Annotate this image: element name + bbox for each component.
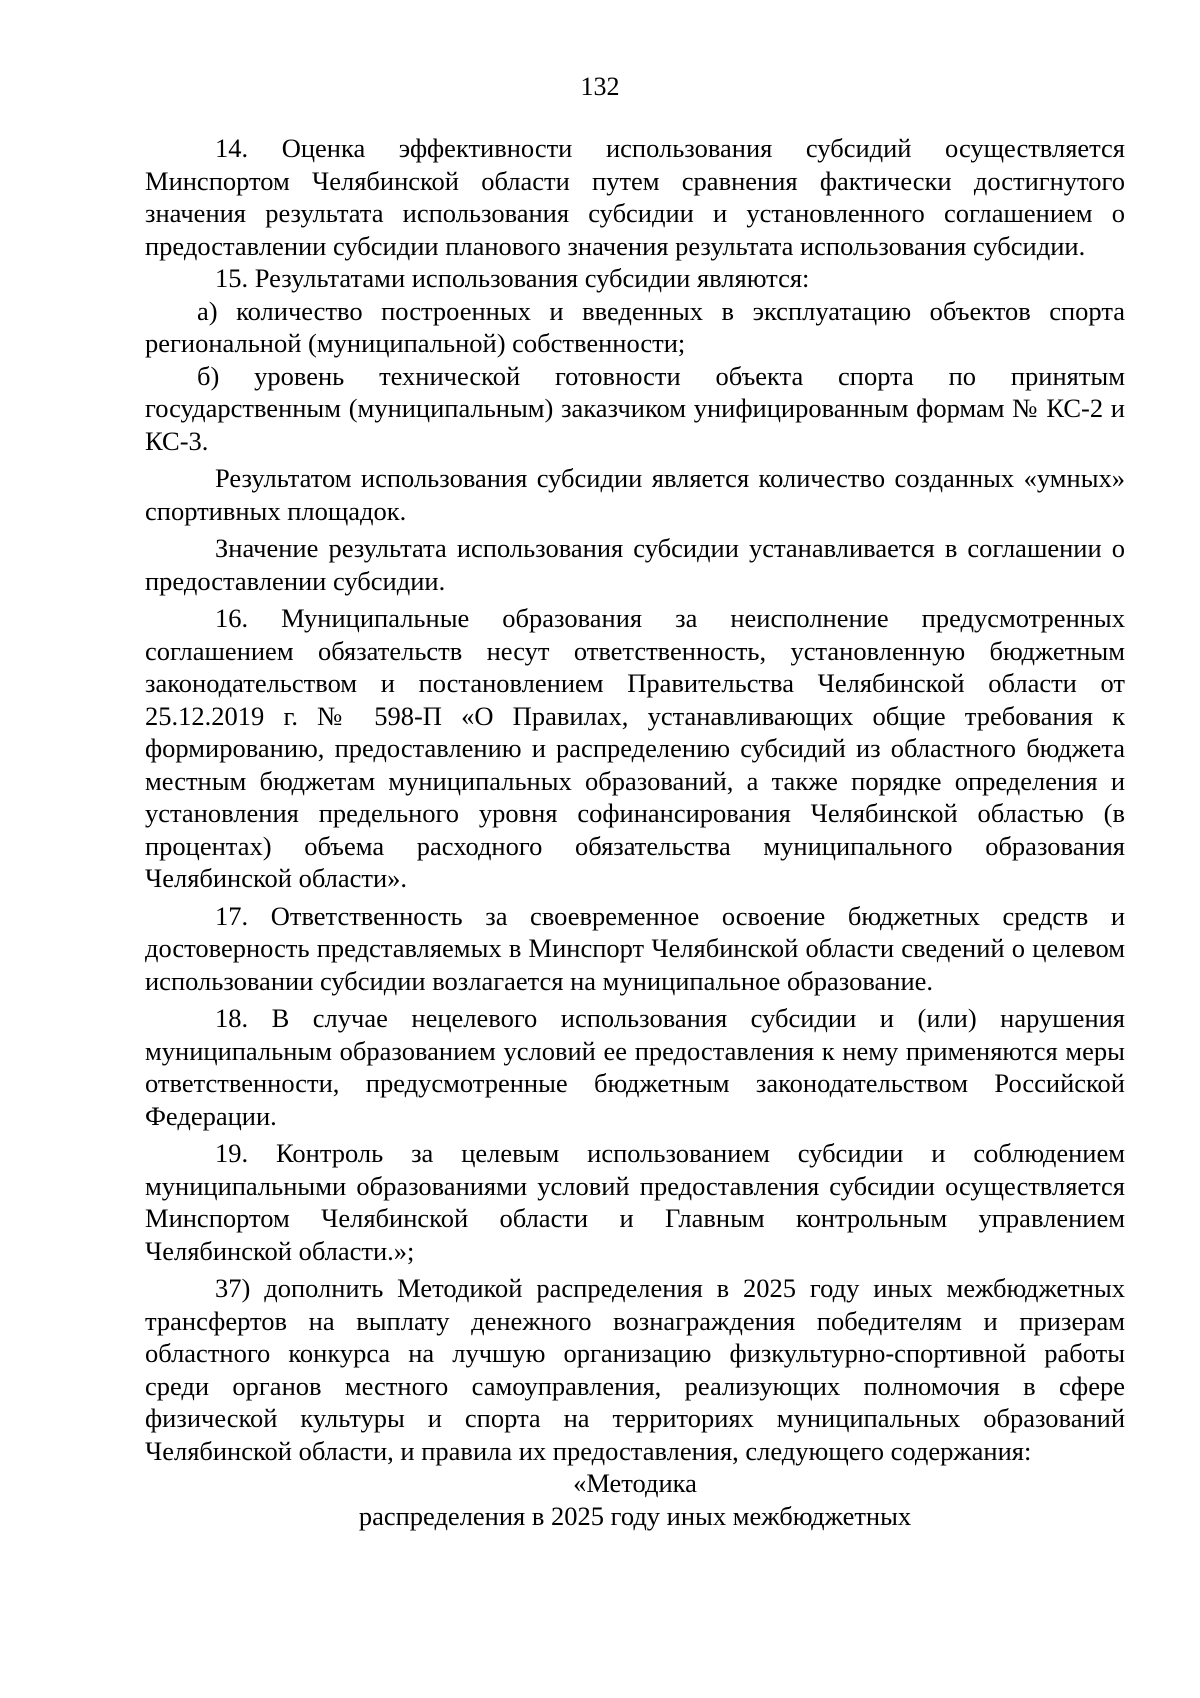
paragraph-17: 17. Ответственность за своевременное освоение бюджетных средств и достоверность представляемых в Минспорт Челябинской области сведений о целевом использовании субсидии возлагается на муниципальное образование.: [145, 900, 1125, 996]
document-body: [145, 132, 1125, 1532]
paragraph-15: 15. Результатами использования субсидии являются:: [215, 263, 810, 293]
page-number: 132: [580, 72, 620, 101]
paragraph-result-value: Значение результата использования субсидии устанавливается в соглашении о предоставлении субсидии.: [145, 533, 1125, 596]
paragraph-18: 18. В случае нецелевого использования субсидии и (или) нарушения муниципальным образованием условий ее предоставления к нему применяются меры ответственности, предусмотренные бюджетным законодательством Российской Федерации.: [145, 1003, 1125, 1131]
paragraph-37: 37) дополнить Методикой распределения в 2025 году иных межбюджетных трансфертов на выплату денежного вознаграждения победителям и призерам областного конкурса на лучшую организацию физкультурно-спортивной работы среди органов местного самоуправления, реализующих полномочия в сфере физической культуры и спорта на территориях муниципальных образований Челябинской области, и правила их предоставления, следующего содержания:: [145, 1273, 1125, 1466]
paragraph-16: 16. Муниципальные образования за неисполнение предусмотренных соглашением обязательств несут ответственность, установленную бюджетным законодательством и постановлением Правительства Челябинской области от 25.12.2019 г. № 598-П «О Правилах, устанавливающих общие требования к формированию, предоставлению и распределению субсидий из областного бюджета местным бюджетам муниципальных образований, а также порядке определения и установления предельного уровня софинансирования Челябинской областью (в процентах) объема расходного обязательства муниципального образования Челябинской области».: [145, 603, 1125, 893]
section-heading-line-1: «Методика: [573, 1468, 697, 1498]
paragraph-14: 14. Оценка эффективности использования субсидий осуществляется Минспортом Челябинской области путем сравнения фактически достигнутого значения результата использования субсидии и установленного соглашением о предоставлении субсидии планового значения результата использования субсидии.: [145, 133, 1125, 261]
paragraph-19: 19. Контроль за целевым использованием субсидии и соблюдением муниципальными образованиями условий предоставления субсидии осуществляется Минспортом Челябинской области и Главным контрольным управлением Челябинской области.»;: [145, 1138, 1125, 1266]
paragraph-15-a: а) количество построенных и введенных в эксплуатацию объектов спорта региональной (муниципальной) собственности;: [145, 295, 1125, 358]
paragraph-15-b: б) уровень технической готовности объекта спорта по принятым государственным (муниципальным) заказчиком унифицированным формам № КС-2 и КС-3.: [145, 360, 1125, 456]
paragraph-result: Результатом использования субсидии является количество созданных «умных» спортивных площадок.: [145, 463, 1125, 526]
section-heading-line-2: распределения в 2025 году иных межбюджетных: [358, 1500, 912, 1531]
